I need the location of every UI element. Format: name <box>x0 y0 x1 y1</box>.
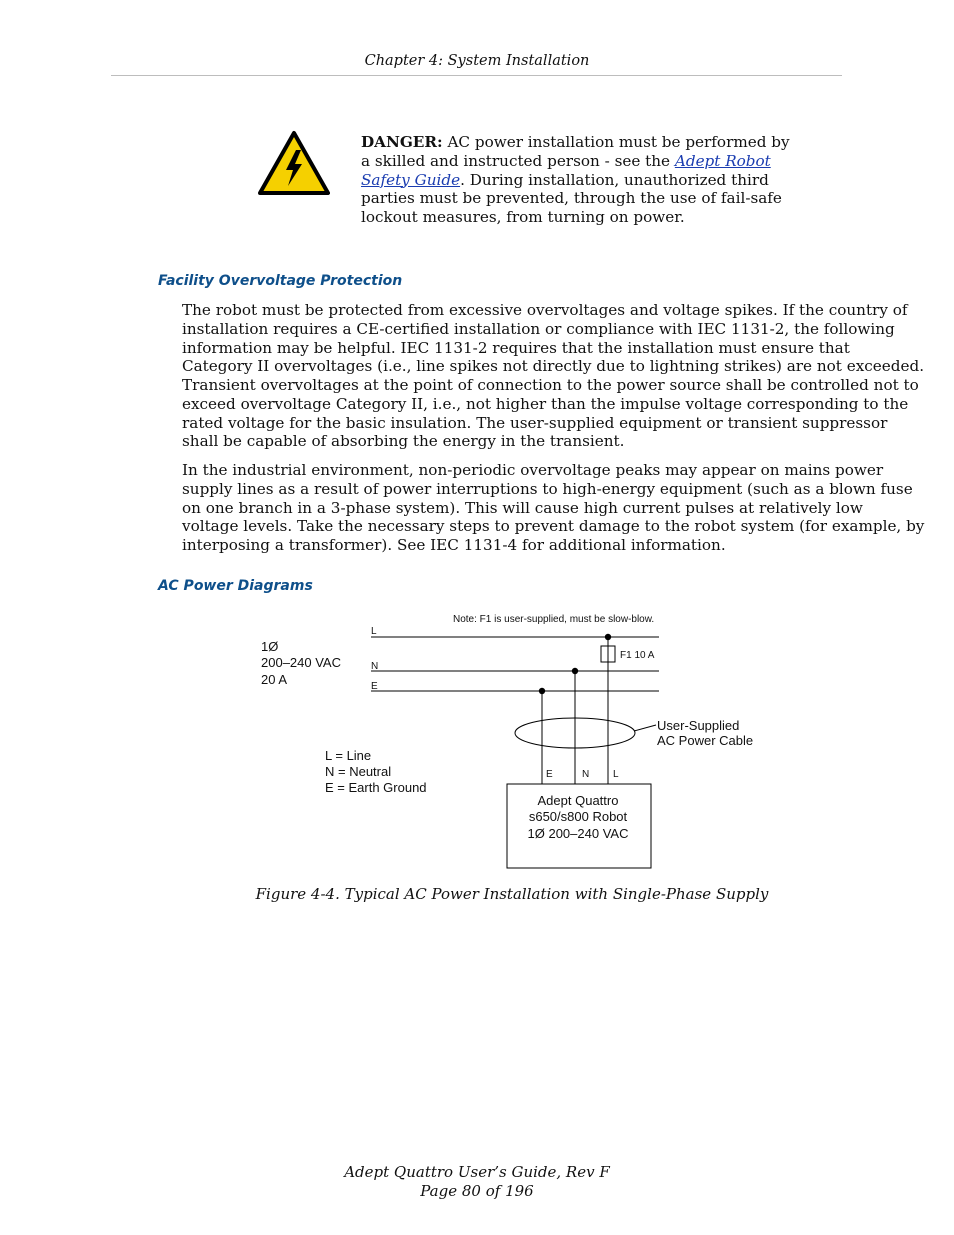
footer-title: Adept Quattro User’s Guide, Rev F <box>344 1163 610 1181</box>
paragraph-line: shall be capable of absorbing the energy in the transient. <box>182 432 625 451</box>
fuse-note: Note: F1 is user-supplied, must be slow-blow. <box>453 614 655 625</box>
paragraph-line: supply lines as a result of power interruptions to high-energy equipment (such as a blown fuse <box>182 479 913 498</box>
safety-guide-link[interactable]: Adept Robot <box>674 151 771 170</box>
cable-label-line-2: AC Power Cable <box>657 733 754 748</box>
legend-line: L = Line <box>325 748 372 763</box>
danger-text-line: parties must be prevented, through the use of fail-safe <box>361 189 782 208</box>
paragraph-line: The robot must be protected from excessive overvoltages and voltage spikes. If the country of <box>182 301 908 319</box>
safety-guide-link[interactable]: Safety Guide <box>361 170 461 189</box>
robot-name: Adept Quattro <box>537 793 619 808</box>
cable-leader-line <box>634 725 656 731</box>
terminal-e: E <box>546 769 553 780</box>
paragraph-line: rated voltage for the basic insulation. The user-supplied equipment or transient suppressor <box>182 413 888 432</box>
danger-text-line: a skilled and instructed person - see the <box>361 151 675 170</box>
terminal-n: N <box>582 769 590 780</box>
robot-model: s650/s800 Robot <box>528 809 628 824</box>
figure-caption: Figure 4-4. Typical AC Power Installation with Single-Phase Supply <box>255 885 769 903</box>
danger-electrical-icon <box>258 130 330 196</box>
overvoltage-paragraph-1 <box>182 301 925 451</box>
line-label-l: L <box>371 626 377 637</box>
chapter-header: Chapter 4: System Installation <box>364 53 590 69</box>
ac-power-diagram <box>250 605 780 875</box>
cable-label-line-1: User-Supplied <box>657 718 740 733</box>
line-label-e: E <box>371 681 378 692</box>
danger-text-line: lockout measures, from turning on power. <box>361 208 685 227</box>
paragraph-line: on one branch in a 3-phase system). This will cause high current pulses at relatively low <box>182 498 863 517</box>
facility-overvoltage-heading: Facility Overvoltage Protection <box>158 273 403 289</box>
danger-notice <box>361 133 790 227</box>
overvoltage-paragraph-2 <box>182 461 925 555</box>
paragraph-line: information may be helpful. IEC 1131-2 requires that the installation must ensure that <box>182 338 850 357</box>
danger-label: DANGER: <box>361 133 443 151</box>
paragraph-line: Transient overvoltages at the point of connection to the power source shall be controlled not to <box>182 376 919 394</box>
terminal-l: L <box>613 769 619 780</box>
paragraph-line: interposing a transformer). See IEC 1131-4 for additional information. <box>182 536 726 554</box>
line-label-n: N <box>371 661 379 672</box>
paragraph-line: In the industrial environment, non-periodic overvoltage peaks may appear on mains power <box>182 461 884 479</box>
junction-e <box>539 688 545 694</box>
ac-power-diagrams-heading: AC Power Diagrams <box>158 578 313 594</box>
robot-voltage: 1Ø 200–240 VAC <box>527 826 629 841</box>
supply-phase-label: 1Ø <box>261 639 279 654</box>
header-divider <box>111 75 842 76</box>
supply-voltage-label: 200–240 VAC <box>261 655 341 670</box>
paragraph-line: installation requires a CE-certified installation or compliance with IEC 1131-2, the following <box>182 319 895 338</box>
fuse-label: F1 10 A <box>620 650 655 661</box>
legend-earth: E = Earth Ground <box>325 780 427 795</box>
paragraph-line: exceed overvoltage Category II, i.e., not higher than the impulse voltage corresponding to the <box>182 394 909 413</box>
legend-neutral: N = Neutral <box>325 764 392 779</box>
paragraph-line: voltage levels. Take the necessary steps to prevent damage to the robot system (for example, by <box>182 517 925 536</box>
supply-current-label: 20 A <box>261 672 288 687</box>
footer-page-number: Page 80 of 196 <box>420 1182 534 1200</box>
danger-text-line: . During installation, unauthorized third <box>460 170 769 189</box>
danger-text-line: AC power installation must be performed by <box>442 133 790 151</box>
paragraph-line: Category II overvoltages (i.e., line spikes not directly due to lightning strikes) are not exceeded. <box>182 357 925 376</box>
junction-l <box>605 634 611 640</box>
junction-n <box>572 668 578 674</box>
